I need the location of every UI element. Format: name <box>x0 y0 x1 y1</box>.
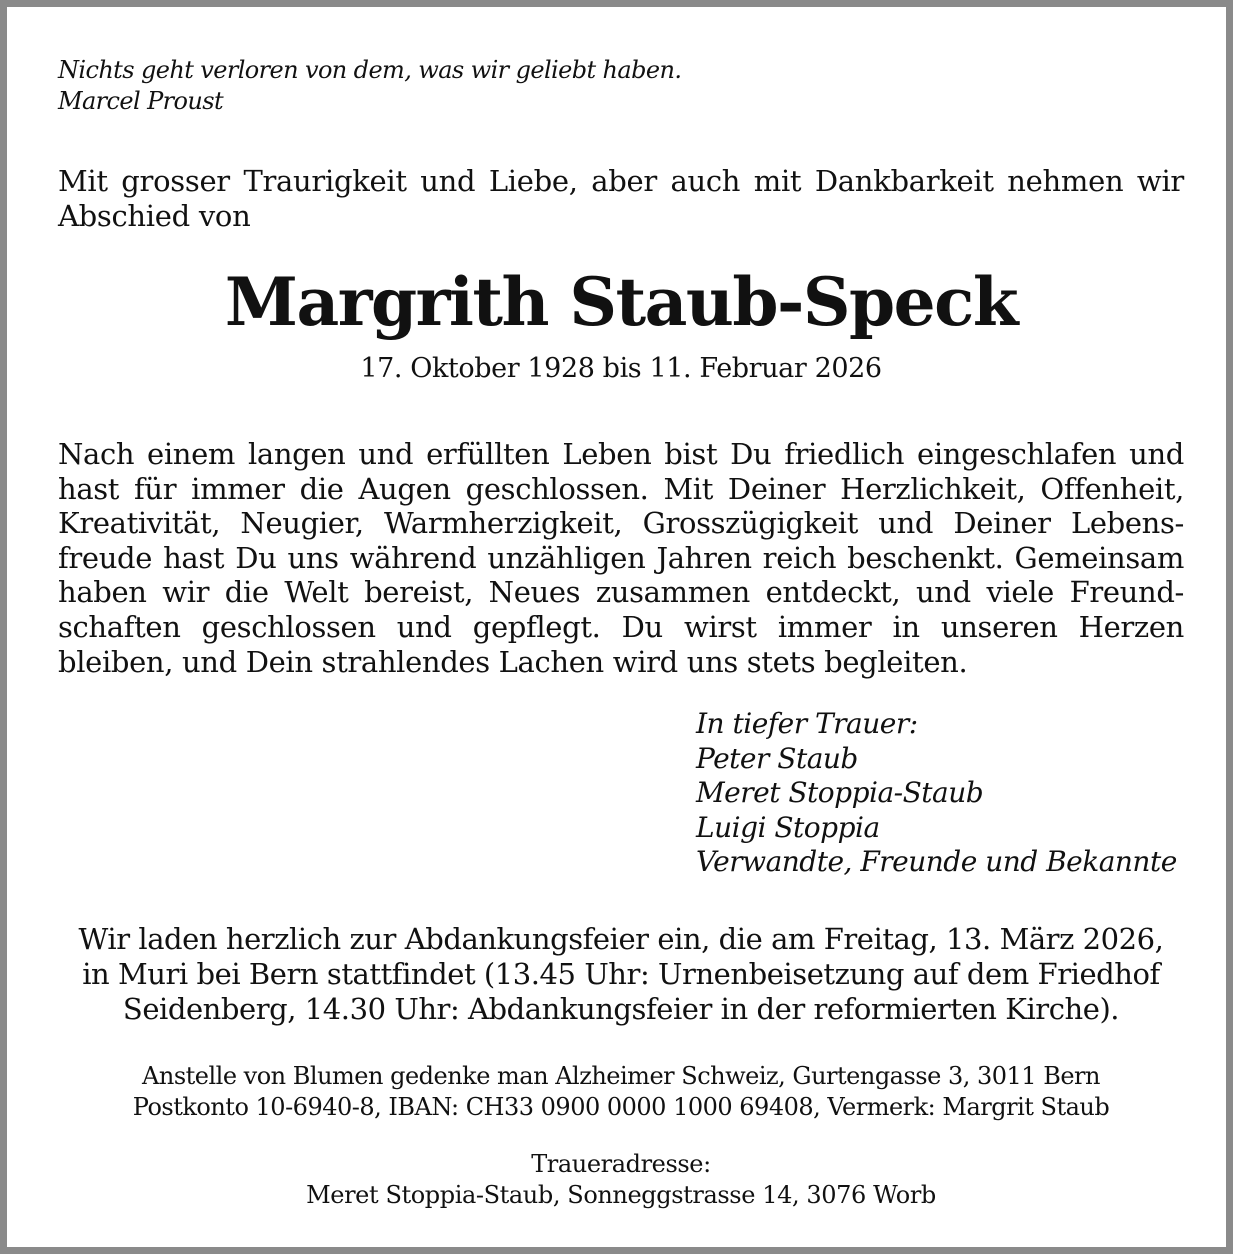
mourning-address-value: Meret Stoppia-Staub, Sonneggstrasse 14, 3076 Worb <box>306 1181 936 1209</box>
mourners-list <box>696 707 1177 880</box>
tribute-line: Nach einem langen und erfüllten Leben bist Du friedlich eingeschlafen und <box>58 437 1184 471</box>
mourner-name: Meret Stoppia-Staub <box>696 776 984 810</box>
mourner-name: Peter Staub <box>696 741 858 775</box>
tribute-line: Kreativität, Neugier, Warmherzigkeit, Grosszügigkeit und Deiner Lebens- <box>58 506 1184 541</box>
tribute-line: haben wir die Welt bereist, Neues zusammen entdeckt, und viele Freund- <box>58 575 1184 610</box>
mourning-address <box>58 1149 1184 1211</box>
tribute-paragraph <box>58 437 1184 679</box>
tribute-line: schaften geschlossen und gepflegt. Du wirst immer in unseren Herzen <box>58 609 1184 644</box>
invitation-line: in Muri bei Bern stattfindet (13.45 Uhr: Urnenbeisetzung auf dem Friedhof <box>82 957 1160 991</box>
donation-info <box>58 1061 1184 1123</box>
mourners-heading: In tiefer Trauer: <box>696 707 918 740</box>
life-dates: 17. Oktober 1928 bis 11. Februar 2026 <box>360 353 882 384</box>
deceased-name: Margrith Staub-Speck <box>224 263 1018 341</box>
mourner-name: Verwandte, Freunde und Bekannte <box>696 845 1177 879</box>
invitation-line: Wir laden herzlich zur Abdankungsfeier ein, die am Freitag, 13. März 2026, <box>78 922 1164 956</box>
tribute-line: hast für immer die Augen geschlossen. Mit Deiner Herzlichkeit, Offenheit, <box>58 471 1184 506</box>
donation-line: Postkonto 10-6940-8, IBAN: CH33 0900 0000 1000 69408, Vermerk: Margrit Staub <box>132 1093 1110 1121</box>
funeral-invitation <box>58 922 1184 1027</box>
tribute-line: bleiben, und Dein strahlendes Lachen wird uns stets begleiten. <box>58 644 968 679</box>
mourner-name: Luigi Stoppia <box>696 810 880 844</box>
intro-text: Mit grosser Traurigkeit und Liebe, aber auch mit Dankbarkeit nehmen wir Abschied von <box>58 164 1184 233</box>
invitation-line: Seidenberg, 14.30 Uhr: Abdankungsfeier in der reformierten Kirche). <box>122 992 1120 1026</box>
epigraph <box>58 55 681 117</box>
epigraph-author: Marcel Proust <box>58 87 223 115</box>
donation-line: Anstelle von Blumen gedenke man Alzheimer Schweiz, Gurtengasse 3, 3011 Bern <box>142 1062 1100 1090</box>
mourning-address-label: Traueradresse: <box>531 1150 711 1178</box>
tribute-line: freude hast Du uns während unzähligen Jahren reich beschenkt. Gemeinsam <box>58 540 1184 575</box>
epigraph-text: Nichts geht verloren von dem, was wir geliebt haben. <box>58 56 682 84</box>
